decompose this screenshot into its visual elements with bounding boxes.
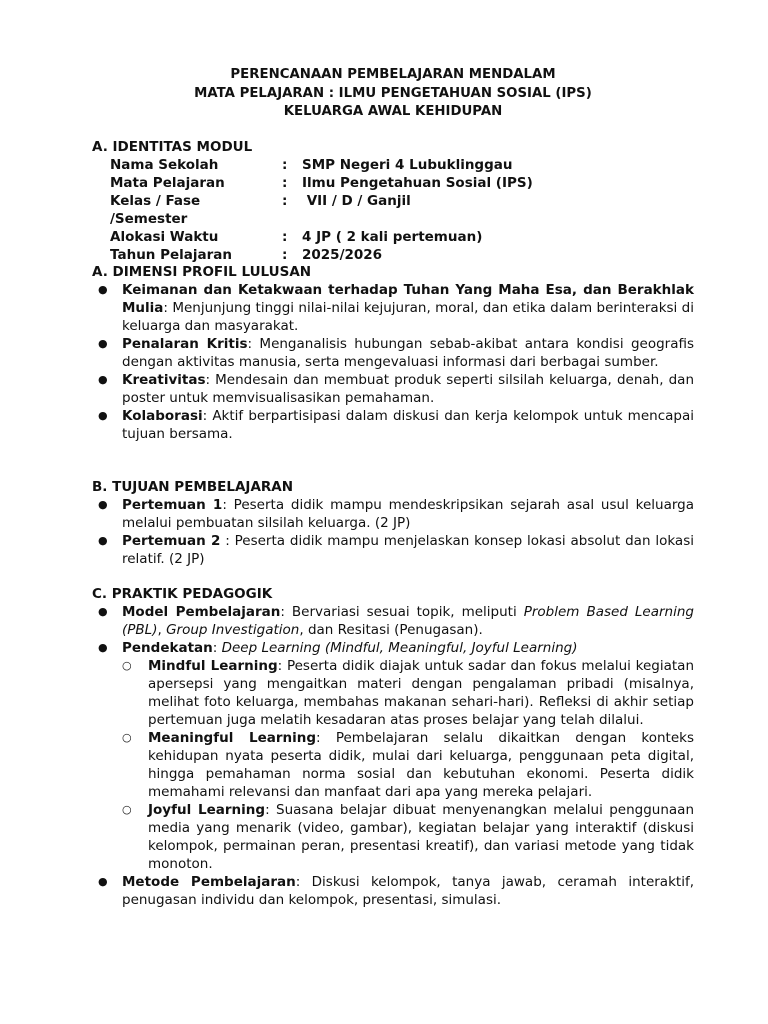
identity-colon: : xyxy=(282,247,288,263)
identity-label: Alokasi Waktu xyxy=(110,229,219,245)
identity-colon: : xyxy=(282,193,288,209)
identity-table xyxy=(110,156,694,264)
item-term: Pertemuan 1 xyxy=(122,497,223,513)
identity-value: VII / D / Ganjil xyxy=(302,193,411,209)
dimensi-list xyxy=(92,281,694,443)
document-title xyxy=(92,66,694,122)
item-text: : Peserta didik mampu mendeskripsikan sejarah asal usul keluarga melalui pembuatan silsilah keluarga. (2 JP) xyxy=(122,497,695,531)
item-text: , xyxy=(157,622,167,638)
sub-list-item xyxy=(92,801,694,873)
sub-list xyxy=(92,657,694,873)
item-text: : Peserta didik diajak untuk sadar dan fokus melalui kegiatan apersepsi yang mengaitkan materi dengan pengalaman pribadi (misalnya, melihat foto keluarga, membahas makanan sehari-hari). Refleksi di akhir setiap pertemuan juga melatih kesadaran atas proses belajar yang telah dilalui. xyxy=(148,658,695,728)
item-term: Keimanan dan Ketakwaan terhadap Tuhan Yang Maha Esa, dan Berakhlak Mulia xyxy=(122,282,694,316)
section-identitas xyxy=(92,138,694,264)
identity-value: 4 JP ( 2 kali pertemuan) xyxy=(302,229,483,245)
title-line-3: KELUARGA AWAL KEHIDUPAN xyxy=(283,104,503,119)
sub-list-item xyxy=(92,729,694,801)
item-text: : Bervariasi sesuai topik, meliputi xyxy=(280,604,524,620)
item-term: Meaningful Learning xyxy=(148,730,317,746)
identity-row xyxy=(110,246,694,264)
item-term: Pendekatan xyxy=(122,640,213,656)
title-line-2: MATA PELAJARAN : ILMU PENGETAHUAN SOSIAL (IPS) xyxy=(194,85,592,101)
identity-colon: : xyxy=(282,229,288,245)
identity-value: Ilmu Pengetahuan Sosial (IPS) xyxy=(302,175,533,191)
item-text: : Menganalisis hubungan sebab-akibat antara kondisi geografis dengan aktivitas manusia, serta mengevaluasi informasi dari berbagai sumber. xyxy=(122,336,695,370)
identity-row xyxy=(110,156,694,174)
item-italic: Problem Based Learning (PBL) xyxy=(122,604,694,638)
list-item xyxy=(92,603,694,639)
identity-label: Nama Sekolah xyxy=(110,157,219,173)
list-item xyxy=(92,335,694,371)
identity-label: Kelas / Fase /Semester xyxy=(110,193,201,227)
item-text: : xyxy=(212,640,222,656)
section-heading: B. TUJUAN PEMBELAJARAN xyxy=(92,479,294,495)
item-term: Pertemuan 2 xyxy=(122,533,221,549)
identity-value: 2025/2026 xyxy=(302,247,383,263)
item-term: Joyful Learning xyxy=(148,802,266,818)
identity-label: Tahun Pelajaran xyxy=(110,247,233,263)
identity-value: SMP Negeri 4 Lubuklinggau xyxy=(302,157,513,173)
identity-colon: : xyxy=(282,157,288,173)
item-term: Mindful Learning xyxy=(148,658,278,674)
list-item xyxy=(92,639,694,873)
item-text: : Menjunjung tinggi nilai-nilai kejujuran, moral, dan etika dalam berinteraksi di keluarga dan masyarakat. xyxy=(122,300,694,334)
item-term: Model Pembelajaran xyxy=(122,604,281,620)
item-text: : Aktif berpartisipasi dalam diskusi dan kerja kelompok untuk mencapai tujuan bersama. xyxy=(122,408,694,442)
item-text: , dan Resitasi (Penugasan). xyxy=(299,622,483,638)
identity-row xyxy=(110,228,694,246)
list-item xyxy=(92,281,694,335)
section-heading: A. IDENTITAS MODUL xyxy=(92,139,253,155)
item-text: : Diskusi kelompok, tanya jawab, ceramah interaktif, penugasan individu dan kelompok, presentasi, simulasi. xyxy=(122,874,694,908)
item-text: : Peserta didik mampu menjelaskan konsep lokasi absolut dan lokasi relatif. (2 JP) xyxy=(122,533,694,567)
sub-list-item xyxy=(92,657,694,729)
section-tujuan xyxy=(92,478,694,568)
list-item xyxy=(92,873,694,909)
identity-row xyxy=(110,174,694,192)
title-line-1: PERENCANAAN PEMBELAJARAN MENDALAM xyxy=(230,67,556,82)
section-heading: C. PRAKTIK PEDAGOGIK xyxy=(92,586,273,602)
section-heading: A. DIMENSI PROFIL LULUSAN xyxy=(92,264,312,280)
item-term: Kreativitas xyxy=(122,372,206,388)
item-text: : Mendesain dan membuat produk seperti silsilah keluarga, denah, dan poster untuk memvisualisasikan pemahaman. xyxy=(122,372,694,406)
item-italic: Group Investigation xyxy=(166,622,300,638)
list-item xyxy=(92,371,694,407)
identity-colon: : xyxy=(282,175,288,191)
item-term: Metode Pembelajaran xyxy=(122,874,296,890)
identity-label: Mata Pelajaran xyxy=(110,175,225,191)
item-term: Kolaborasi xyxy=(122,408,203,424)
item-text: : Suasana belajar dibuat menyenangkan melalui penggunaan media yang menarik (video, gambar), kegiatan belajar yang interaktif (diskusi kelompok, permainan peran, presentasi kreatif), dan variasi metode yang tidak monoton. xyxy=(148,802,694,872)
list-item xyxy=(92,532,694,568)
praktik-list xyxy=(92,603,694,909)
tujuan-list xyxy=(92,496,694,568)
section-praktik xyxy=(92,585,694,909)
section-dimensi xyxy=(92,263,694,443)
list-item xyxy=(92,496,694,532)
item-italic: Deep Learning (Mindful, Meaningful, Joyful Learning) xyxy=(221,640,578,656)
list-item xyxy=(92,407,694,443)
identity-row xyxy=(110,192,694,228)
item-text: : Pembelajaran selalu dikaitkan dengan konteks kehidupan nyata peserta didik, mulai dari keluarga, penggunaan peta digital, hingga pemahaman norma sosial dan kebutuhan ekonomi. Peserta didik memahami relevansi dan manfaat dari apa yang mereka pelajari. xyxy=(148,730,694,800)
item-term: Penalaran Kritis xyxy=(122,336,248,352)
